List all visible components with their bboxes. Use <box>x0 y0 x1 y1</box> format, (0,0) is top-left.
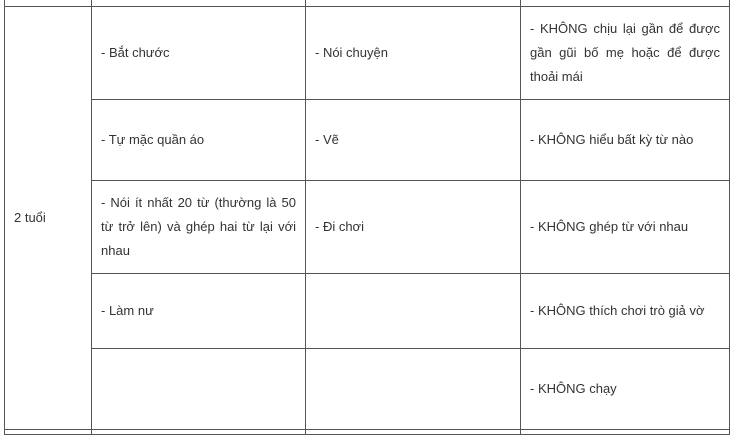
table-row <box>5 181 730 274</box>
activity-cell <box>306 349 521 430</box>
age-cell: 2 tuổi <box>5 7 92 430</box>
skill-cell: - Tự mặc quần áo <box>92 100 306 181</box>
table-row <box>5 274 730 349</box>
skill-cell: - Làm nư <box>92 274 306 349</box>
skill-cell <box>92 349 306 430</box>
warning-cell: - KHÔNG chịu lại gần để được gần gũi bố mẹ hoặc để được thoải mái <box>521 7 730 100</box>
table-row <box>5 7 730 100</box>
warning-cell: - KHÔNG hiểu bất kỳ từ nào <box>521 100 730 181</box>
development-milestones-table <box>4 0 730 435</box>
activity-cell: - Nói chuyện <box>306 7 521 100</box>
activity-cell: - Vẽ <box>306 100 521 181</box>
table-row <box>5 349 730 430</box>
table-row <box>5 100 730 181</box>
skill-cell: - Nói ít nhất 20 từ (thường là 50 từ trở lên) và ghép hai từ lại với nhau <box>92 181 306 274</box>
activity-cell <box>306 274 521 349</box>
warning-cell: - KHÔNG chạy <box>521 349 730 430</box>
activity-cell: - Đi chơi <box>306 181 521 274</box>
warning-cell: - KHÔNG ghép từ với nhau <box>521 181 730 274</box>
warning-cell: - KHÔNG thích chơi trò giả vờ <box>521 274 730 349</box>
skill-cell: - Bắt chước <box>92 7 306 100</box>
